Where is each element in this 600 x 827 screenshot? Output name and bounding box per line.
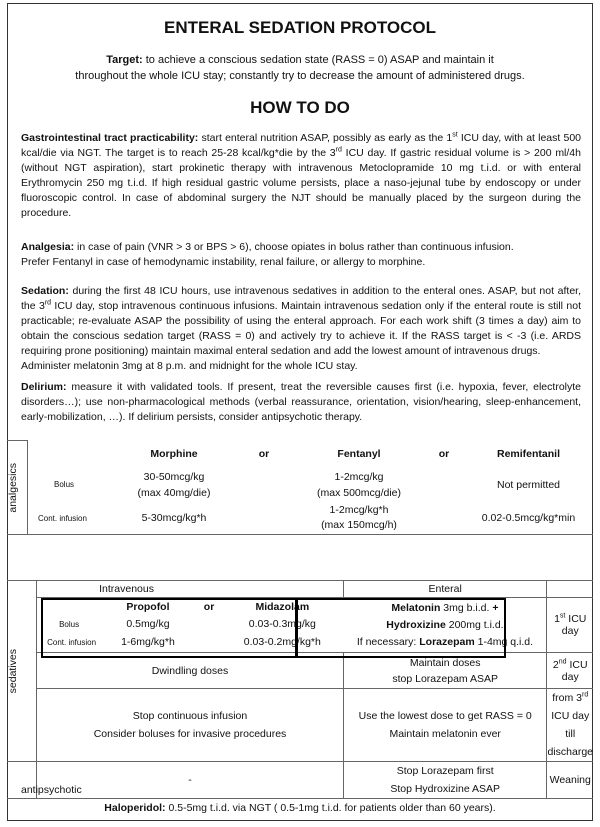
or-label-1: or [258,447,270,460]
enteral-day1-cell [343,598,547,653]
gi-label: Gastrointestinal tract practicability: [21,132,199,144]
bolus-label: Bolus [54,480,75,489]
morphine-bolus-dose: 30-50mcg/kg [143,470,205,483]
drug-haloperidol: Haloperidol: [104,802,166,814]
day2-num: 2 [552,658,559,671]
gi-text: start enteral nutrition ASAP, possibly as early as the 1st ICU day, with at least 500 kcal/die via NGT. The target is to reach 25-28 kcal/kg*die by the 3rd ICU day. If gastric residual volume is > 200 ml/4h (without NGT aspiration), start prokinetic therapy with intravenous Metoclopramide 10 mg t.i.d. or with enteral Erythromycin 250 mg t.i.d. If high residual gastric volume persists, place a naso-jejunal tube by endoscopy or under fluoroscopic control. In case of abdominal surgery the NJT should be manually placed by the surgeon during the procedure. [21,131,581,219]
day2-cell [547,653,593,689]
gi-paragraph [21,131,581,221]
day2-label: ICU day [561,658,588,683]
day3-cell [547,689,593,762]
enteral-weaning [343,762,547,799]
enteral-day3-line2: Maintain melatonin ever [389,728,501,740]
enteral-day2 [343,653,547,689]
iv-day2: Dwindling doses [37,653,344,689]
midazolam-cont: 0.03-0.2mg/kg*h [243,636,321,649]
day3-line2: till discharge [547,728,593,758]
sed-cont-label: Cont. infusion [37,633,99,653]
enteral-day3 [343,689,547,762]
drug-melatonin: Melatonin [391,601,441,614]
iv-day3-line1: Stop continuous infusion [132,710,248,722]
drug-midazolam: Midazolam [255,600,310,613]
drug-morphine: Morphine [150,447,198,460]
analgesia-text-1: in case of pain (VNR > 3 or BPS > 6), choose opiates in bolus rather than continuous infusion. [74,241,514,253]
day3-line1 [547,689,593,725]
sed-bolus-label: Bolus [37,616,99,633]
enteral-day3-line1: Use the lowest dose to get RASS = 0 [358,710,532,722]
iv-day3 [37,689,344,762]
sedatives-side-label: sedatives [7,648,19,694]
day1-num: 1 [554,613,560,625]
page-title: ENTERAL SEDATION PROTOCOL [163,18,437,37]
col-enteral: Enteral [343,581,547,598]
enteral-day2-line1: Maintain doses [409,656,481,669]
drug-fentanyl: Fentanyl [337,447,381,460]
day3-pre: from [552,692,577,704]
iv-day3-line2: Consider boluses for invasive procedures [93,728,287,740]
analgesia-text-2: Prefer Fentanyl in case of hemodynamic instability, renal failure, or allergy to morphine. [21,256,426,268]
enteral-day2-line2: stop Lorazepam ASAP [392,672,499,685]
sedatives-table [7,580,593,799]
analgesia-label: Analgesia: [21,241,75,253]
midazolam-bolus: 0.03-0.3mg/kg [248,618,316,630]
melatonin-dose: 3mg b.i.d. [440,601,493,614]
fentanyl-cont-max: (max 150mcg/h) [321,519,397,532]
target-label: Target: [106,54,143,66]
target-line-1 [8,52,592,68]
drug-lorazepam: Lorazepam [419,635,475,648]
propofol-cont: 1-6mg/kg*h [121,636,175,649]
sedation-label: Sedation: [21,285,69,297]
fentanyl-cont-dose: 1-2mcg/kg*h [329,504,389,517]
protocol-page [7,3,593,821]
how-to-do-heading: HOW TO DO [250,98,350,117]
morphine-bolus-max: (max 40mg/die) [137,486,211,499]
sedation-text: during the first 48 ICU hours, use intravenous sedatives in addition to the enteral ones. ASAP, but not after, the 3rd ICU day, stop intravenous continuous infusions. Maintain intravenous sedation only if the enteral route is still not practicable; re-evaluate ASAP the possibility of using the enteral approach. For each work shift (3 times a day) aim to obtain the conscious sedation target (RASS = 0) and actively try to achieve it. If the RASS target is < -3 (i.e. ARDS requiring prone positioning) maintain maximal enteral sedation and add the lowest amount of intravenous drugs. [21,285,581,357]
morphine-cont: 5-30mcg/kg*h [114,503,234,535]
melatonin-line [343,600,546,617]
drug-hydroxizine: Hydroxizine [386,618,446,631]
remifentanil-cont: 0.02-0.5mcg/kg*min [464,503,593,535]
or-label-2: or [438,447,450,460]
sedation-text-2: Administer melatonin 3mg at 8 p.m. and midnight for the whole ICU stay. [21,360,358,372]
morphine-bolus [114,467,234,503]
delirium-text: measure it with validated tools. If present, treat the reversible causes first (i.e. hypoxia, fever, electrolyte disorders…); use non-pharmacological methods (verbal reassurance, orientation, vision/hearing, sleep-enhancement, early-mobilization, …). If delirium persists, consider antipsychotic therapy. [21,381,581,423]
day1-label: ICU day [561,613,587,637]
day3-post: ICU day [551,710,590,722]
lorazepam-line [343,634,546,651]
enteral-weaning-line1: Stop Lorazepam first [396,765,494,777]
sedatives-side-cell [7,581,37,762]
or-label-3: or [203,600,215,613]
analgesics-side-label: analgesics [7,462,19,513]
hydroxizine-dose: 200mg t.i.d. [445,618,504,631]
if-necessary-label: If necessary: [356,635,420,648]
iv-weaning: - [37,762,344,799]
haloperidol-line [8,802,592,814]
target-text-1: to achieve a conscious sedation state (RASS = 0) ASAP and maintain it [142,54,494,66]
plus-sign: + [492,601,499,614]
day3-num: 3 [576,692,582,704]
fentanyl-bolus-dose: 1-2mcg/kg [334,470,384,483]
cont-infusion-label: Cont. infusion [28,503,115,535]
delirium-label: Delirium: [21,381,67,393]
fentanyl-cont [294,503,424,535]
delirium-paragraph [21,380,581,425]
weaning-cell: Weaning [547,762,593,799]
haloperidol-text: 0.5-5mg t.i.d. via NGT ( 0.5-1mg t.i.d. for patients older than 60 years). [165,802,496,814]
propofol-bolus: 0.5mg/kg [126,618,170,630]
enteral-weaning-line2: Stop Hydroxizine ASAP [390,783,501,795]
analgesia-paragraph [21,240,581,270]
fentanyl-bolus [294,467,424,503]
day1-cell [547,598,593,653]
remifentanil-bolus: Not permitted [496,478,561,491]
hydroxizine-line [343,617,546,634]
analgesics-side-cell [7,441,28,535]
day3-sup: rd [582,691,589,699]
drug-remifentanil: Remifentanil [496,447,560,460]
sedation-paragraph [21,284,581,374]
lorazepam-dose: 1-4mg q.i.d. [474,635,534,648]
day2-sup: nd [558,658,567,665]
analgesics-table [7,440,593,535]
target-line-2: throughout the whole ICU stay; constantly try to decrease the amount of administered drugs. [75,70,525,82]
fentanyl-bolus-max: (max 500mcg/die) [316,486,402,499]
drug-propofol: Propofol [126,600,170,613]
day1-sup: st [559,612,566,620]
col-intravenous: Intravenous [37,581,344,598]
antipsychotic-label: antipsychotic [21,784,82,796]
